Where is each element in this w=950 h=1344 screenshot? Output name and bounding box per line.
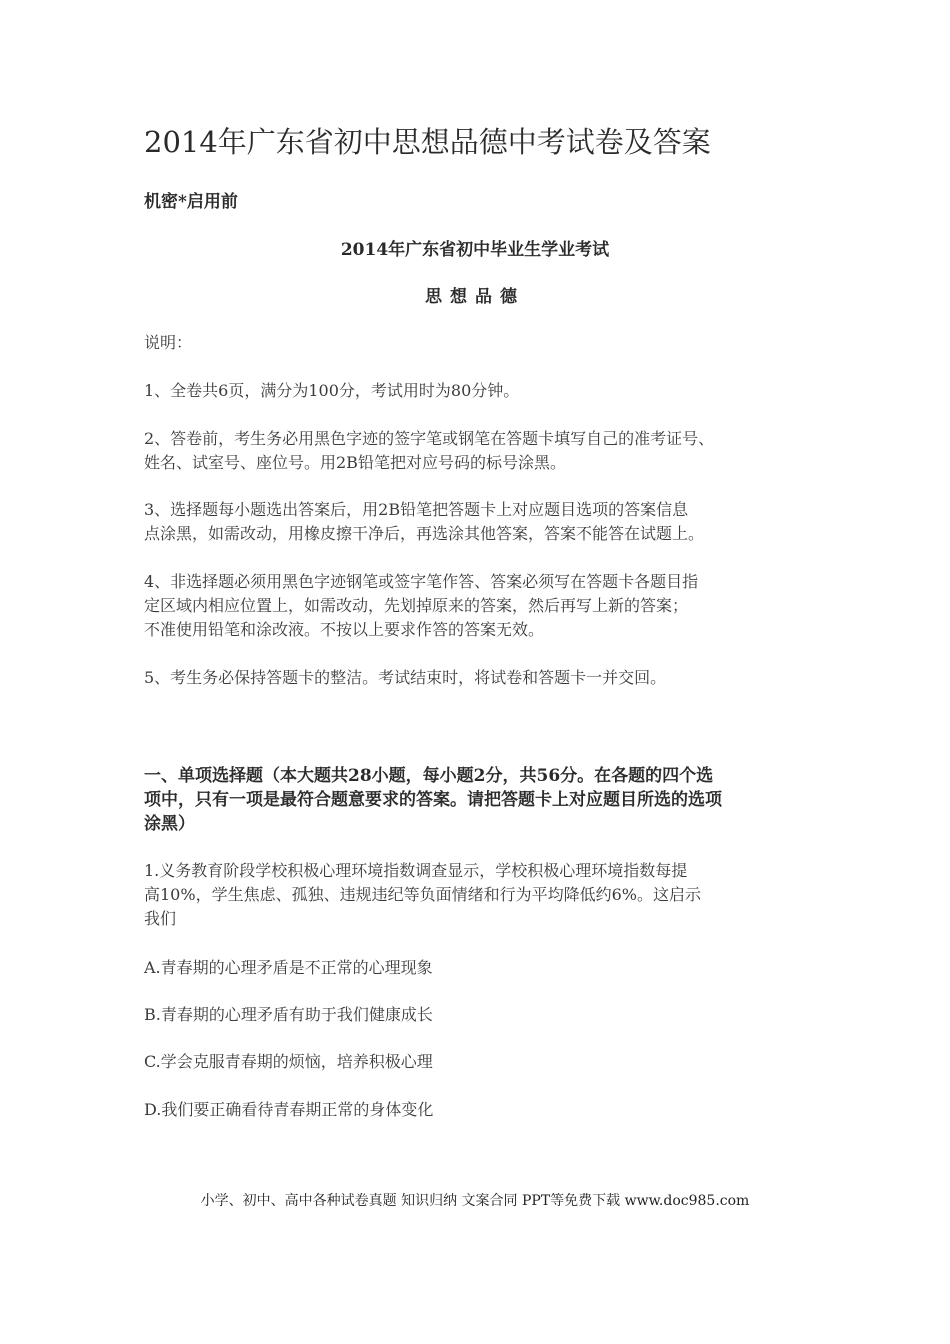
instruction-item-2 — [144, 427, 824, 475]
page-footer: 小学、初中、高中各种试卷真题 知识归纳 文案合同 PPT等免费下载 www.doc985.com — [200, 1193, 750, 1209]
option-c: C.学会克服青春期的烦恼，培养积极心理 — [144, 1052, 433, 1071]
confidential-label: 机密*启用前 — [144, 192, 238, 212]
question-line: 高10%，学生焦虑、孤独、违规违纪等负面情绪和行为平均降低约6%。这启示 — [144, 885, 701, 904]
option-d: D.我们要正确看待青春期正常的身体变化 — [144, 1100, 434, 1119]
instruction-item-5 — [144, 666, 824, 690]
instruction-line: 点涂黑，如需改动，用橡皮擦干净后，再选涂其他答案，答案不能答在试题上。 — [144, 524, 705, 543]
document-title: 2014年广东省初中思想品德中考试卷及答案 — [144, 125, 711, 159]
instruction-line: 4、非选择题必须用黑色字迹钢笔或签字笔作答、答案必须写在答题卡各题目指 — [144, 572, 699, 591]
instruction-item-1 — [144, 379, 824, 403]
instruction-line: 1、全卷共6页，满分为100分，考试用时为80分钟。 — [144, 381, 520, 400]
section-heading — [144, 764, 824, 836]
exam-name: 2014年广东省初中毕业生学业考试 — [340, 240, 610, 260]
question-line: 1.义务教育阶段学校积极心理环境指数调查显示，学校积极心理环境指数每提 — [144, 861, 688, 880]
instruction-line: 不准使用铅笔和涂改液。不按以上要求作答的答案无效。 — [144, 620, 545, 639]
section-heading-line: 涂黑） — [144, 814, 195, 834]
instruction-line: 姓名、试室号、座位号。用2B铅笔把对应号码的标号涂黑。 — [144, 453, 566, 472]
section-heading-line: 一、单项选择题（本大题共28小题，每小题2分，共56分。在各题的四个选 — [144, 766, 714, 786]
section-heading-line: 项中，只有一项是最符合题意要求的答案。请把答题卡上对应题目所选的选项 — [144, 790, 722, 810]
subject-title: 思想品德 — [425, 287, 525, 307]
instruction-item-3 — [144, 498, 824, 546]
question-line: 我们 — [144, 909, 177, 928]
instruction-line: 3、选择题每小题选出答案后，用2B铅笔把答题卡上对应题目选项的答案信息 — [144, 500, 689, 519]
option-b: B.青春期的心理矛盾有助于我们健康成长 — [144, 1005, 433, 1024]
option-a: A.青春期的心理矛盾是不正常的心理现象 — [144, 958, 433, 977]
question-stem — [144, 859, 824, 931]
instruction-line: 定区域内相应位置上，如需改动，先划掉原来的答案，然后再写上新的答案； — [144, 596, 689, 615]
instruction-line: 2、答卷前，考生务必用黑色字迹的签字笔或钢笔在答题卡填写自己的准考证号、 — [144, 429, 715, 448]
instructions-label: 说明： — [144, 333, 193, 352]
instruction-item-4 — [144, 570, 824, 642]
instruction-line: 5、考生务必保持答题卡的整洁。考试结束时，将试卷和答题卡一并交回。 — [144, 668, 667, 687]
